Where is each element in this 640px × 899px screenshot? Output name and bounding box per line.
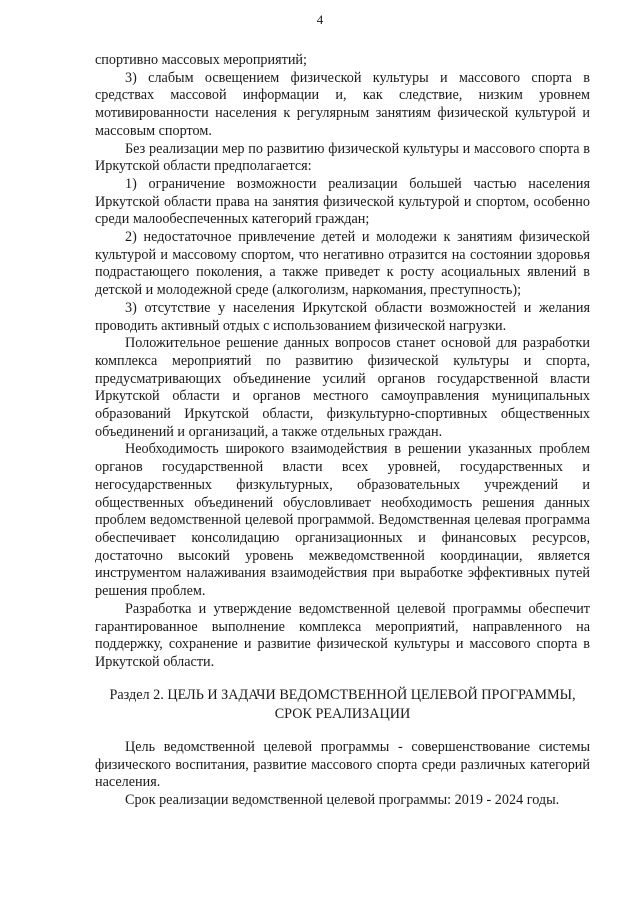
paragraph: 3) отсутствие у населения Иркутской области возможностей и желания проводить активный отдых с использованием физической нагрузки. bbox=[95, 299, 590, 334]
paragraph: 3) слабым освещением физической культуры и массового спорта в средствах массовой информации и, как следствие, низким уровнем мотивированности населения к регулярным занятиям физической культурой и массовым спортом. bbox=[95, 69, 590, 139]
paragraph: 2) недостаточное привлечение детей и молодежи к занятиям физической культурой и массовому спортом, что негативно отразится на состоянии здоровья подрастающего поколения, а также приведет к росту асоциальных явлений в детской и молодежной среде (алкоголизм, наркомания, преступность); bbox=[95, 229, 590, 299]
section-heading-line: Раздел 2. ЦЕЛЬ И ЗАДАЧИ ВЕДОМСТВЕННОЙ ЦЕЛЕВОЙ ПРОГРАММЫ, bbox=[109, 687, 576, 703]
paragraph: спортивно массовых мероприятий; bbox=[95, 52, 307, 68]
paragraph: Необходимость широкого взаимодействия в решении указанных проблем органов государственной власти всех уровней, государственных и негосударственных физкультурных, образовательных учреждений и общественных объединений обусловливает необходимость решения данных проблем ведомственной целевой программой. Ведомственная целевая программа обеспечивает консолидацию организационных и финансовых ресурсов, достаточно высокий уровень межведомственной координации, является инструментом налаживания взаимодействия при выработке эффективных путей решения проблем. bbox=[95, 441, 590, 600]
page-number: 4 bbox=[316, 12, 324, 27]
section-1-body bbox=[95, 52, 590, 672]
paragraph: Цель ведомственной целевой программы - совершенствование системы физического воспитания, развитие массового спорта среди различных категорий населения. bbox=[95, 739, 590, 791]
section-heading-line: СРОК РЕАЛИЗАЦИИ bbox=[274, 706, 411, 722]
paragraph: Разработка и утверждение ведомственной целевой программы обеспечит гарантированное выполнение комплекса мероприятий, направленного на поддержку, сохранение и развитие физической культуры и массового спорта в Иркутской области. bbox=[95, 600, 590, 670]
paragraph: Срок реализации ведомственной целевой программы: 2019 - 2024 годы. bbox=[125, 792, 560, 809]
paragraph: 1) ограничение возможности реализации большей частью населения Иркутской области права на занятия физической культурой и спортом, особенно среди малообеспеченных категорий граждан; bbox=[95, 175, 590, 228]
section-2-body bbox=[95, 739, 590, 810]
paragraph: Положительное решение данных вопросов станет основой для разработки комплекса мероприятий по развитию физической культуры и спорта, предусматривающих объединение усилий органов государственной власти Иркутской области и органов местного самоуправления муниципальных образований Иркутской области, физкультурно-спортивных общественных объединений и организаций, а также отдельных граждан. bbox=[95, 335, 590, 440]
paragraph: Без реализации мер по развитию физической культуры и массового спорта в Иркутской области предполагается: bbox=[95, 140, 590, 175]
section-heading bbox=[95, 686, 590, 724]
